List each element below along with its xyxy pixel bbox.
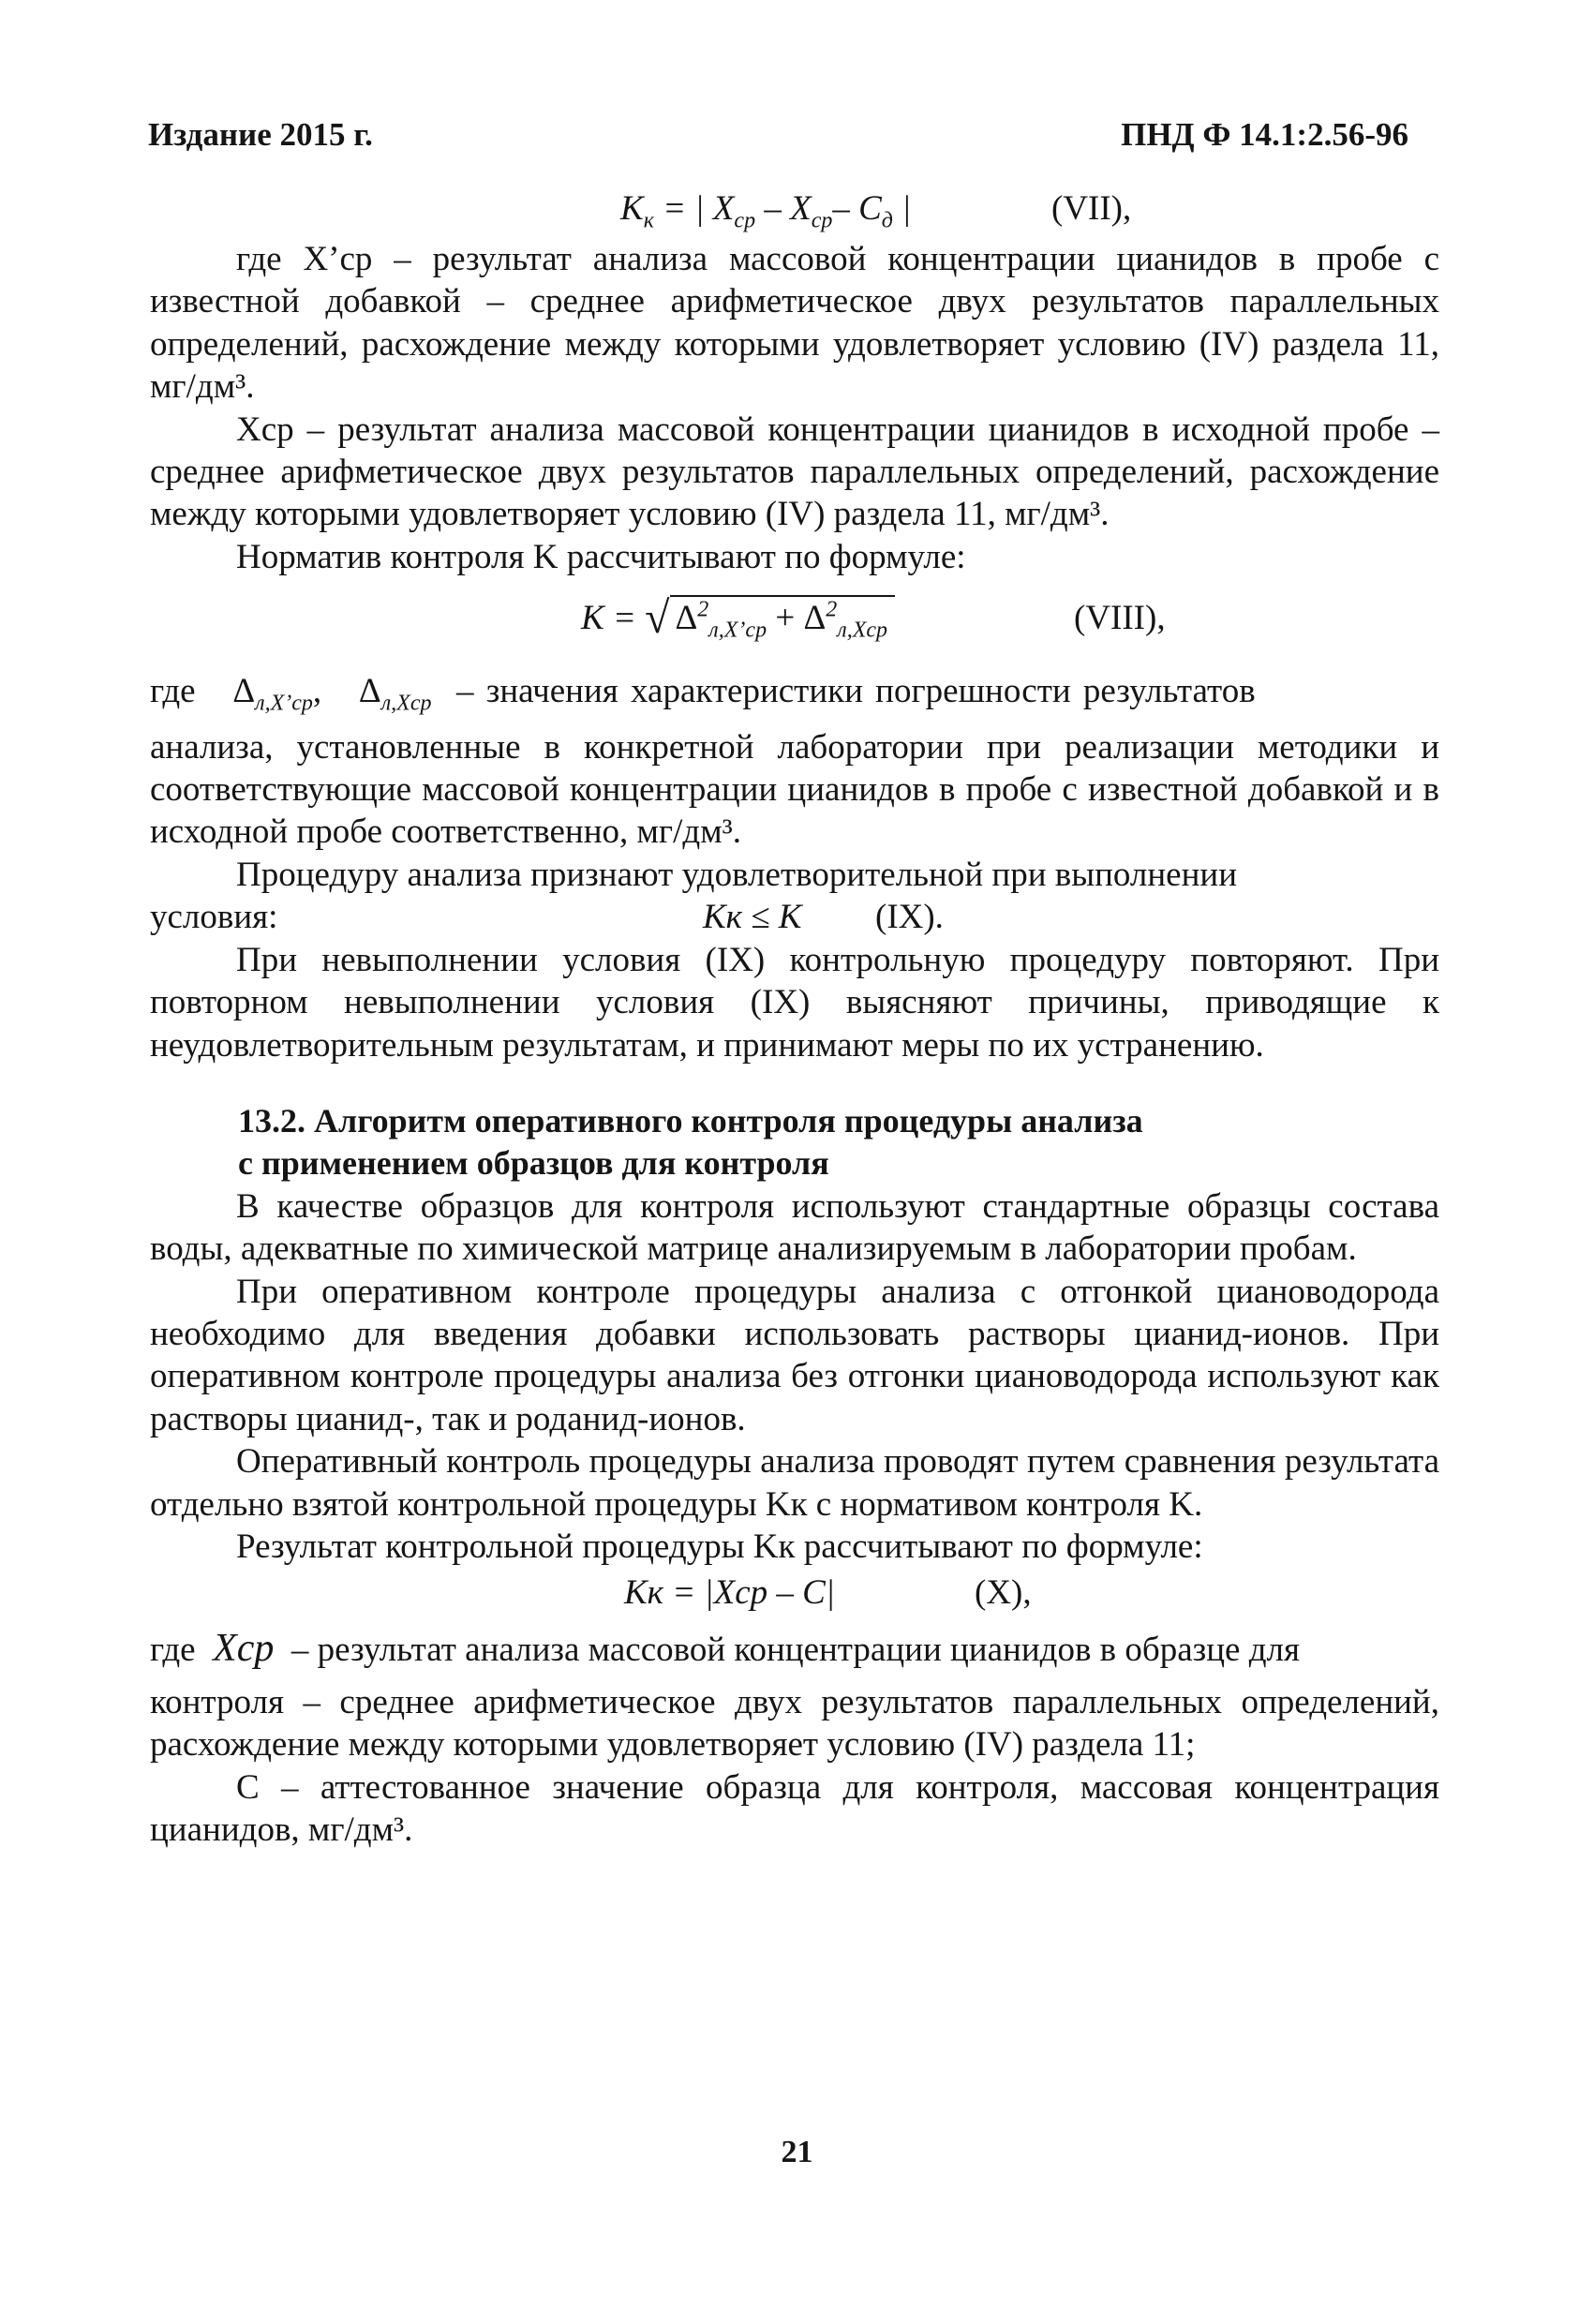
- page-number: 21: [781, 2135, 813, 2169]
- paragraph-distillation: При оперативном контроле процедуры анализа с отгонкой циановодорода необходимо для введения добавки использовать растворы цианид-ионов. При оперативном контроле процедуры анализа без отгонки циановодорода используют как растворы цианид-, так и роданид-ионов.: [150, 1272, 1439, 1438]
- page-body: [150, 184, 1439, 1851]
- formula-vii-number: (VII),: [1051, 189, 1132, 228]
- paragraph-failure-handling: При невыполнении условия (IX) контрольную процедуру повторяют. При повторном невыполнении условия (IX) выясняют причины, приводящие к неудовлетворительным результатам, и принимают меры по их устранению.: [150, 940, 1439, 1065]
- formula-vii-expression: $K_к$ = | $X_{ср} - X_{ср}-$ $C_д$ |: [620, 189, 912, 233]
- paragraph-delta-definition: где $\Delta_{л,X’ср}$, $\Delta_{л,Xср}$ – значения характеристики погрешности результатов: [150, 672, 1256, 716]
- formula-x-number: (X),: [975, 1573, 1032, 1613]
- paragraph-kk-intro: Результат контрольной процедуры Kк рассчитывают по формуле:: [236, 1527, 1203, 1566]
- paragraph-acceptance: Процедуру анализа признают удовлетворительной при выполнении: [236, 855, 1237, 894]
- formula-viii-expression: K = √ $\Delta^2_{л,X’ср} + \Delta^2_{л,Xср}$: [581, 595, 895, 639]
- section-13-2-title-line2: с применением образцов для контроля: [238, 1144, 829, 1183]
- formula-x-expression: Kк = |Xср – C|: [624, 1573, 835, 1613]
- condition-ix: условия: Kк ≤ K (IX).: [150, 898, 944, 937]
- formula-viii-number: (VIII),: [1074, 599, 1166, 638]
- radicand: $\Delta^2_{л,X’ср} + \Delta^2_{л,Xср}$: [670, 595, 896, 639]
- paragraph-xcp-continued: контроля – среднее арифметическое двух результатов параллельных определений, расхождение между которыми удовлетворяет условию (IV) раздела 11;: [150, 1682, 1439, 1765]
- formula-x: [150, 1568, 1439, 1620]
- section-13-2-title-line1: 13.2. Алгоритм оперативного контроля процедуры анализа: [238, 1101, 1143, 1140]
- paragraph-reference-samples: В качестве образцов для контроля используют стандартные образцы состава воды, адекватные по химической матрице анализируемым в лаборатории пробам.: [150, 1186, 1439, 1269]
- paragraph-delta-continued: анализа, установленные в конкретной лаборатории при реализации методики и соответствующие массовой концентрации цианидов в пробе с известной добавкой и в исходной пробе соответственно, мг/дм³.: [150, 727, 1439, 852]
- paragraph-x-prime-definition: где X’ср – результат анализа массовой концентрации цианидов в пробе с известной добавкой – среднее арифметическое двух результатов параллельных определений, расхождение между которыми удовлетворяет условию (IV) раздела 11, мг/дм³.: [150, 240, 1439, 407]
- paragraph-c-definition: C – аттестованное значение образца для контроля, массовая концентрация цианидов, мг/дм³.: [150, 1767, 1439, 1849]
- formula-viii: [150, 578, 1439, 664]
- paragraph-operational-control: Оперативный контроль процедуры анализа проводят путем сравнения результата отдельно взятой контрольной процедуры Kк с нормативом контроля K.: [150, 1442, 1439, 1524]
- doc-code-header: ПНД Ф 14.1:2.56-96: [1121, 116, 1408, 153]
- paragraph-norm-intro: Норматив контроля K рассчитывают по формуле:: [236, 537, 966, 576]
- formula-vii: [150, 184, 1439, 238]
- edition-header: Издание 2015 г.: [148, 116, 373, 153]
- paragraph-x-definition: Xср – результат анализа массовой концентрации цианидов в исходной пробе – среднее арифметическое двух результатов параллельных определений, расхождение между которыми удовлетворяет условию (IV) раздела 11, мг/дм³.: [150, 410, 1439, 534]
- radical-sign-icon: √: [645, 593, 670, 644]
- paragraph-xcp-definition: где Xср – результат анализа массовой концентрации цианидов в образце для: [150, 1627, 1301, 1671]
